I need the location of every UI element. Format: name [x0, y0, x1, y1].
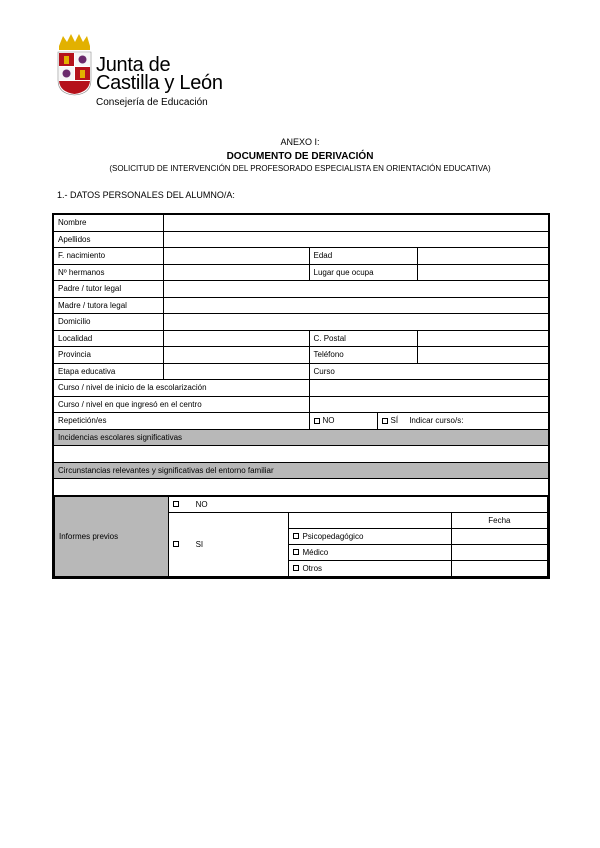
- edad-field[interactable]: [417, 248, 549, 265]
- curso-ingreso-field[interactable]: [309, 396, 549, 413]
- label-localidad: Localidad: [53, 330, 163, 347]
- label-curso-ingreso: Curso / nivel en que ingresó en el centro: [53, 396, 309, 413]
- padre-field[interactable]: [163, 281, 549, 298]
- table-row: [53, 479, 549, 496]
- table-row: [53, 314, 549, 331]
- table-row: [53, 429, 549, 446]
- logo: [55, 34, 230, 112]
- brand-line-1: Junta de: [96, 54, 171, 76]
- table-row: [53, 347, 549, 364]
- personal-data-form: [52, 213, 550, 579]
- informes-si-option[interactable]: [169, 512, 289, 576]
- label-telefono: Teléfono: [309, 347, 417, 364]
- checkbox-icon[interactable]: [314, 418, 320, 424]
- label-f-nacimiento: F. nacimiento: [53, 248, 163, 265]
- label-madre: Madre / tutora legal: [53, 297, 163, 314]
- label-lugar: Lugar que ocupa: [309, 264, 417, 281]
- label-curso: Curso: [309, 363, 549, 380]
- informes-label: Informes previos: [55, 496, 169, 576]
- informes-no-option[interactable]: [169, 496, 548, 512]
- table-row: [53, 363, 549, 380]
- circunstancias-field[interactable]: [53, 479, 549, 496]
- fecha-otros[interactable]: [451, 560, 547, 576]
- etapa-field[interactable]: [163, 363, 309, 380]
- table-row: [53, 495, 549, 578]
- brand-line-2: Castilla y León: [96, 72, 223, 94]
- document-title: DOCUMENTO DE DERIVACIÓN: [226, 151, 374, 162]
- label-repeticion: Repetición/es: [53, 413, 309, 430]
- section-heading: 1.- DATOS PERSONALES DEL ALUMNO/A:: [57, 190, 235, 200]
- table-row: [53, 396, 549, 413]
- table-row: [53, 214, 549, 231]
- annex-label: ANEXO I:: [280, 137, 320, 147]
- label-domicilio: Domicilio: [53, 314, 163, 331]
- checkbox-icon[interactable]: [173, 501, 179, 507]
- repeticion-si[interactable]: [377, 413, 549, 430]
- checkbox-icon[interactable]: [293, 533, 299, 539]
- fecha-medico[interactable]: [451, 544, 547, 560]
- label-etapa: Etapa educativa: [53, 363, 163, 380]
- fecha-psicopedagogico[interactable]: [451, 528, 547, 544]
- madre-field[interactable]: [163, 297, 549, 314]
- checkbox-icon[interactable]: [173, 541, 179, 547]
- table-row: [53, 380, 549, 397]
- circunstancias-header: Circunstancias relevantes y significativas del entorno familiar: [53, 462, 549, 479]
- provincia-field[interactable]: [163, 347, 309, 364]
- table-row: [53, 281, 549, 298]
- localidad-field[interactable]: [163, 330, 309, 347]
- incidencias-field[interactable]: [53, 446, 549, 463]
- table-row: [53, 248, 549, 265]
- label-padre: Padre / tutor legal: [53, 281, 163, 298]
- n-hermanos-field[interactable]: [163, 264, 309, 281]
- cpostal-field[interactable]: [417, 330, 549, 347]
- coat-of-arms-icon: [55, 34, 93, 96]
- indicar-label: Indicar curso/s:: [409, 416, 464, 426]
- label-nombre: Nombre: [53, 214, 163, 231]
- informes-previos-table: [54, 496, 548, 577]
- no-label: NO: [322, 416, 335, 426]
- label-n-hermanos: Nº hermanos: [53, 264, 163, 281]
- table-row: [53, 231, 549, 248]
- checkbox-icon[interactable]: [293, 565, 299, 571]
- document-subtitle: (SOLICITUD DE INTERVENCIÓN DEL PROFESORADO ESPECIALISTA EN ORIENTACIÓN EDUCATIVA): [109, 164, 491, 173]
- label-apellidos: Apellidos: [53, 231, 163, 248]
- option-psicopedagogico[interactable]: Psicopedagógico: [289, 528, 451, 544]
- brand-line-3: Consejería de Educación: [96, 97, 208, 108]
- fecha-header: Fecha: [451, 512, 547, 528]
- informes-si-label: SI: [195, 539, 204, 549]
- informes-no-label: NO: [195, 499, 208, 509]
- table-row: [53, 462, 549, 479]
- table-row: [53, 413, 549, 430]
- lugar-field[interactable]: [417, 264, 549, 281]
- checkbox-icon[interactable]: [382, 418, 388, 424]
- option-otros[interactable]: Otros: [289, 560, 451, 576]
- label-curso-inicio: Curso / nivel de inicio de la escolarización: [53, 380, 309, 397]
- f-nacimiento-field[interactable]: [163, 248, 309, 265]
- table-row: [53, 264, 549, 281]
- repeticion-no[interactable]: [309, 413, 377, 430]
- option-medico[interactable]: Médico: [289, 544, 451, 560]
- table-row: [53, 330, 549, 347]
- table-row: [55, 496, 548, 512]
- table-row: [53, 297, 549, 314]
- label-provincia: Provincia: [53, 347, 163, 364]
- nombre-field[interactable]: [163, 214, 549, 231]
- label-edad: Edad: [309, 248, 417, 265]
- si-label: SÍ: [390, 416, 399, 426]
- label-cpostal: C. Postal: [309, 330, 417, 347]
- table-row: [53, 446, 549, 463]
- domicilio-field[interactable]: [163, 314, 549, 331]
- incidencias-header: Incidencias escolares significativas: [53, 429, 549, 446]
- curso-inicio-field[interactable]: [309, 380, 549, 397]
- informes-type-header: [289, 512, 451, 528]
- apellidos-field[interactable]: [163, 231, 549, 248]
- checkbox-icon[interactable]: [293, 549, 299, 555]
- telefono-field[interactable]: [417, 347, 549, 364]
